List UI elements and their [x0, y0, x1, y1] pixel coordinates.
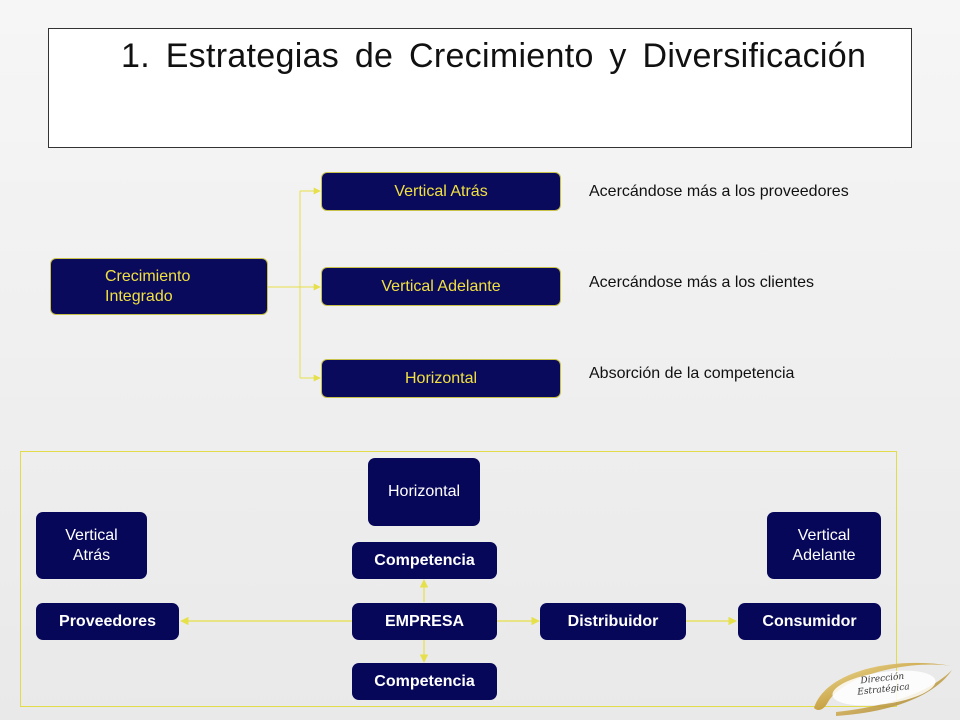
desc-vertical-atras: Acercándose más a los proveedores	[589, 183, 849, 200]
box-proveedores: Proveedores	[36, 603, 179, 640]
node-horizontal: Horizontal	[321, 359, 561, 398]
box-horizontal: Horizontal	[368, 458, 480, 526]
page-title: 1. Estrategias de Crecimiento y Diversificación	[121, 37, 867, 75]
box-competencia-bottom: Competencia	[352, 663, 497, 700]
box-distribuidor: Distribuidor	[540, 603, 686, 640]
box-vertical-atras: Vertical Atrás	[36, 512, 147, 579]
box-vertical-adelante: Vertical Adelante	[767, 512, 881, 579]
node-vertical-atras: Vertical Atrás	[321, 172, 561, 211]
desc-vertical-adelante: Acercándose más a los clientes	[589, 274, 814, 291]
node-crecimiento-integrado: Crecimiento Integrado	[50, 258, 268, 315]
box-consumidor: Consumidor	[738, 603, 881, 640]
tree-connectors	[268, 191, 320, 378]
box-empresa: EMPRESA	[352, 603, 497, 640]
box-competencia-top: Competencia	[352, 542, 497, 579]
desc-horizontal: Absorción de la competencia	[589, 365, 795, 382]
logo-text: Dirección Estratégica	[856, 671, 911, 698]
logo-direccion-estrategica	[806, 650, 956, 718]
node-vertical-adelante: Vertical Adelante	[321, 267, 561, 306]
